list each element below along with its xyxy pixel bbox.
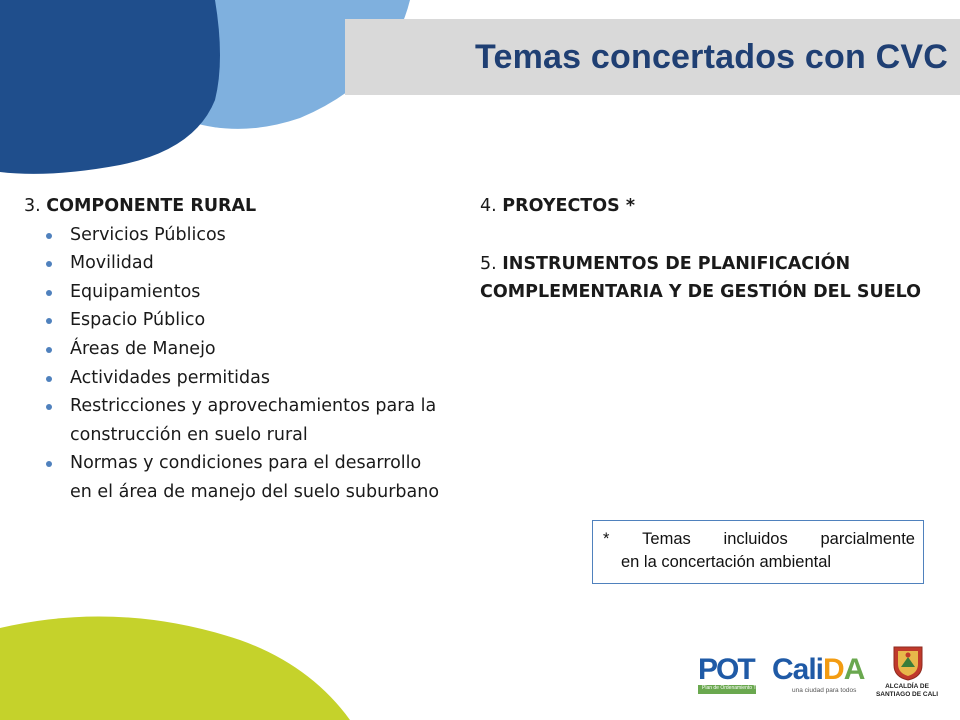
bullet-icon	[46, 261, 52, 267]
list-item: Espacio Público	[46, 306, 484, 335]
rural-component-heading	[24, 192, 484, 221]
bullet-icon	[46, 318, 52, 324]
footnote-line1: * Temas incluidos parcialmente	[603, 530, 915, 548]
instruments-heading	[480, 250, 950, 279]
coat-of-arms-icon	[892, 645, 924, 681]
rural-topics-list	[46, 221, 484, 507]
rural-heading-number: 3.	[24, 196, 41, 216]
lime-swoosh	[0, 616, 350, 720]
rural-heading-text: COMPONENTE RURAL	[46, 196, 257, 216]
title-bar	[345, 19, 960, 95]
alcaldia-logo: ALCALDÍA DE SANTIAGO DE CALI	[874, 645, 940, 705]
footer-logos	[696, 645, 941, 705]
bullet-icon	[46, 347, 52, 353]
dark-blue-swoosh	[0, 0, 220, 174]
slide-title: Temas concertados con CVC	[475, 37, 948, 76]
bullet-icon	[46, 233, 52, 239]
instruments-heading-number: 5.	[480, 253, 497, 274]
list-item: Actividades permitidas	[46, 364, 484, 393]
instruments-heading-line1: INSTRUMENTOS DE PLANIFICACIÓN	[502, 253, 851, 274]
rural-component-section	[24, 192, 484, 507]
projects-section	[480, 192, 950, 307]
list-item: Movilidad	[46, 249, 484, 278]
list-item: Equipamientos	[46, 278, 484, 307]
instruments-heading-line2: COMPLEMENTARIA Y DE GESTIÓN DEL SUELO	[480, 282, 922, 303]
bullet-icon	[46, 404, 52, 410]
projects-heading-text: PROYECTOS *	[502, 196, 635, 216]
bullet-icon	[46, 290, 52, 296]
footnote-box	[592, 520, 924, 584]
list-item: Servicios Públicos	[46, 221, 484, 250]
calida-logo: CaliDA una ciudad para todos	[772, 653, 865, 694]
projects-heading	[480, 192, 950, 221]
footnote-line2: en la concertación ambiental	[621, 553, 832, 571]
pot-logo: POT Plan de Ordenamiento Territorial	[696, 655, 758, 695]
list-item: Restricciones y aprovechamientos para la construcción en suelo rural	[46, 392, 484, 449]
projects-heading-number: 4.	[480, 196, 497, 216]
bullet-icon	[46, 376, 52, 382]
list-item: Áreas de Manejo	[46, 335, 484, 364]
list-item: Normas y condiciones para el desarrollo en el área de manejo del suelo suburbano	[46, 449, 484, 506]
bullet-icon	[46, 461, 52, 467]
